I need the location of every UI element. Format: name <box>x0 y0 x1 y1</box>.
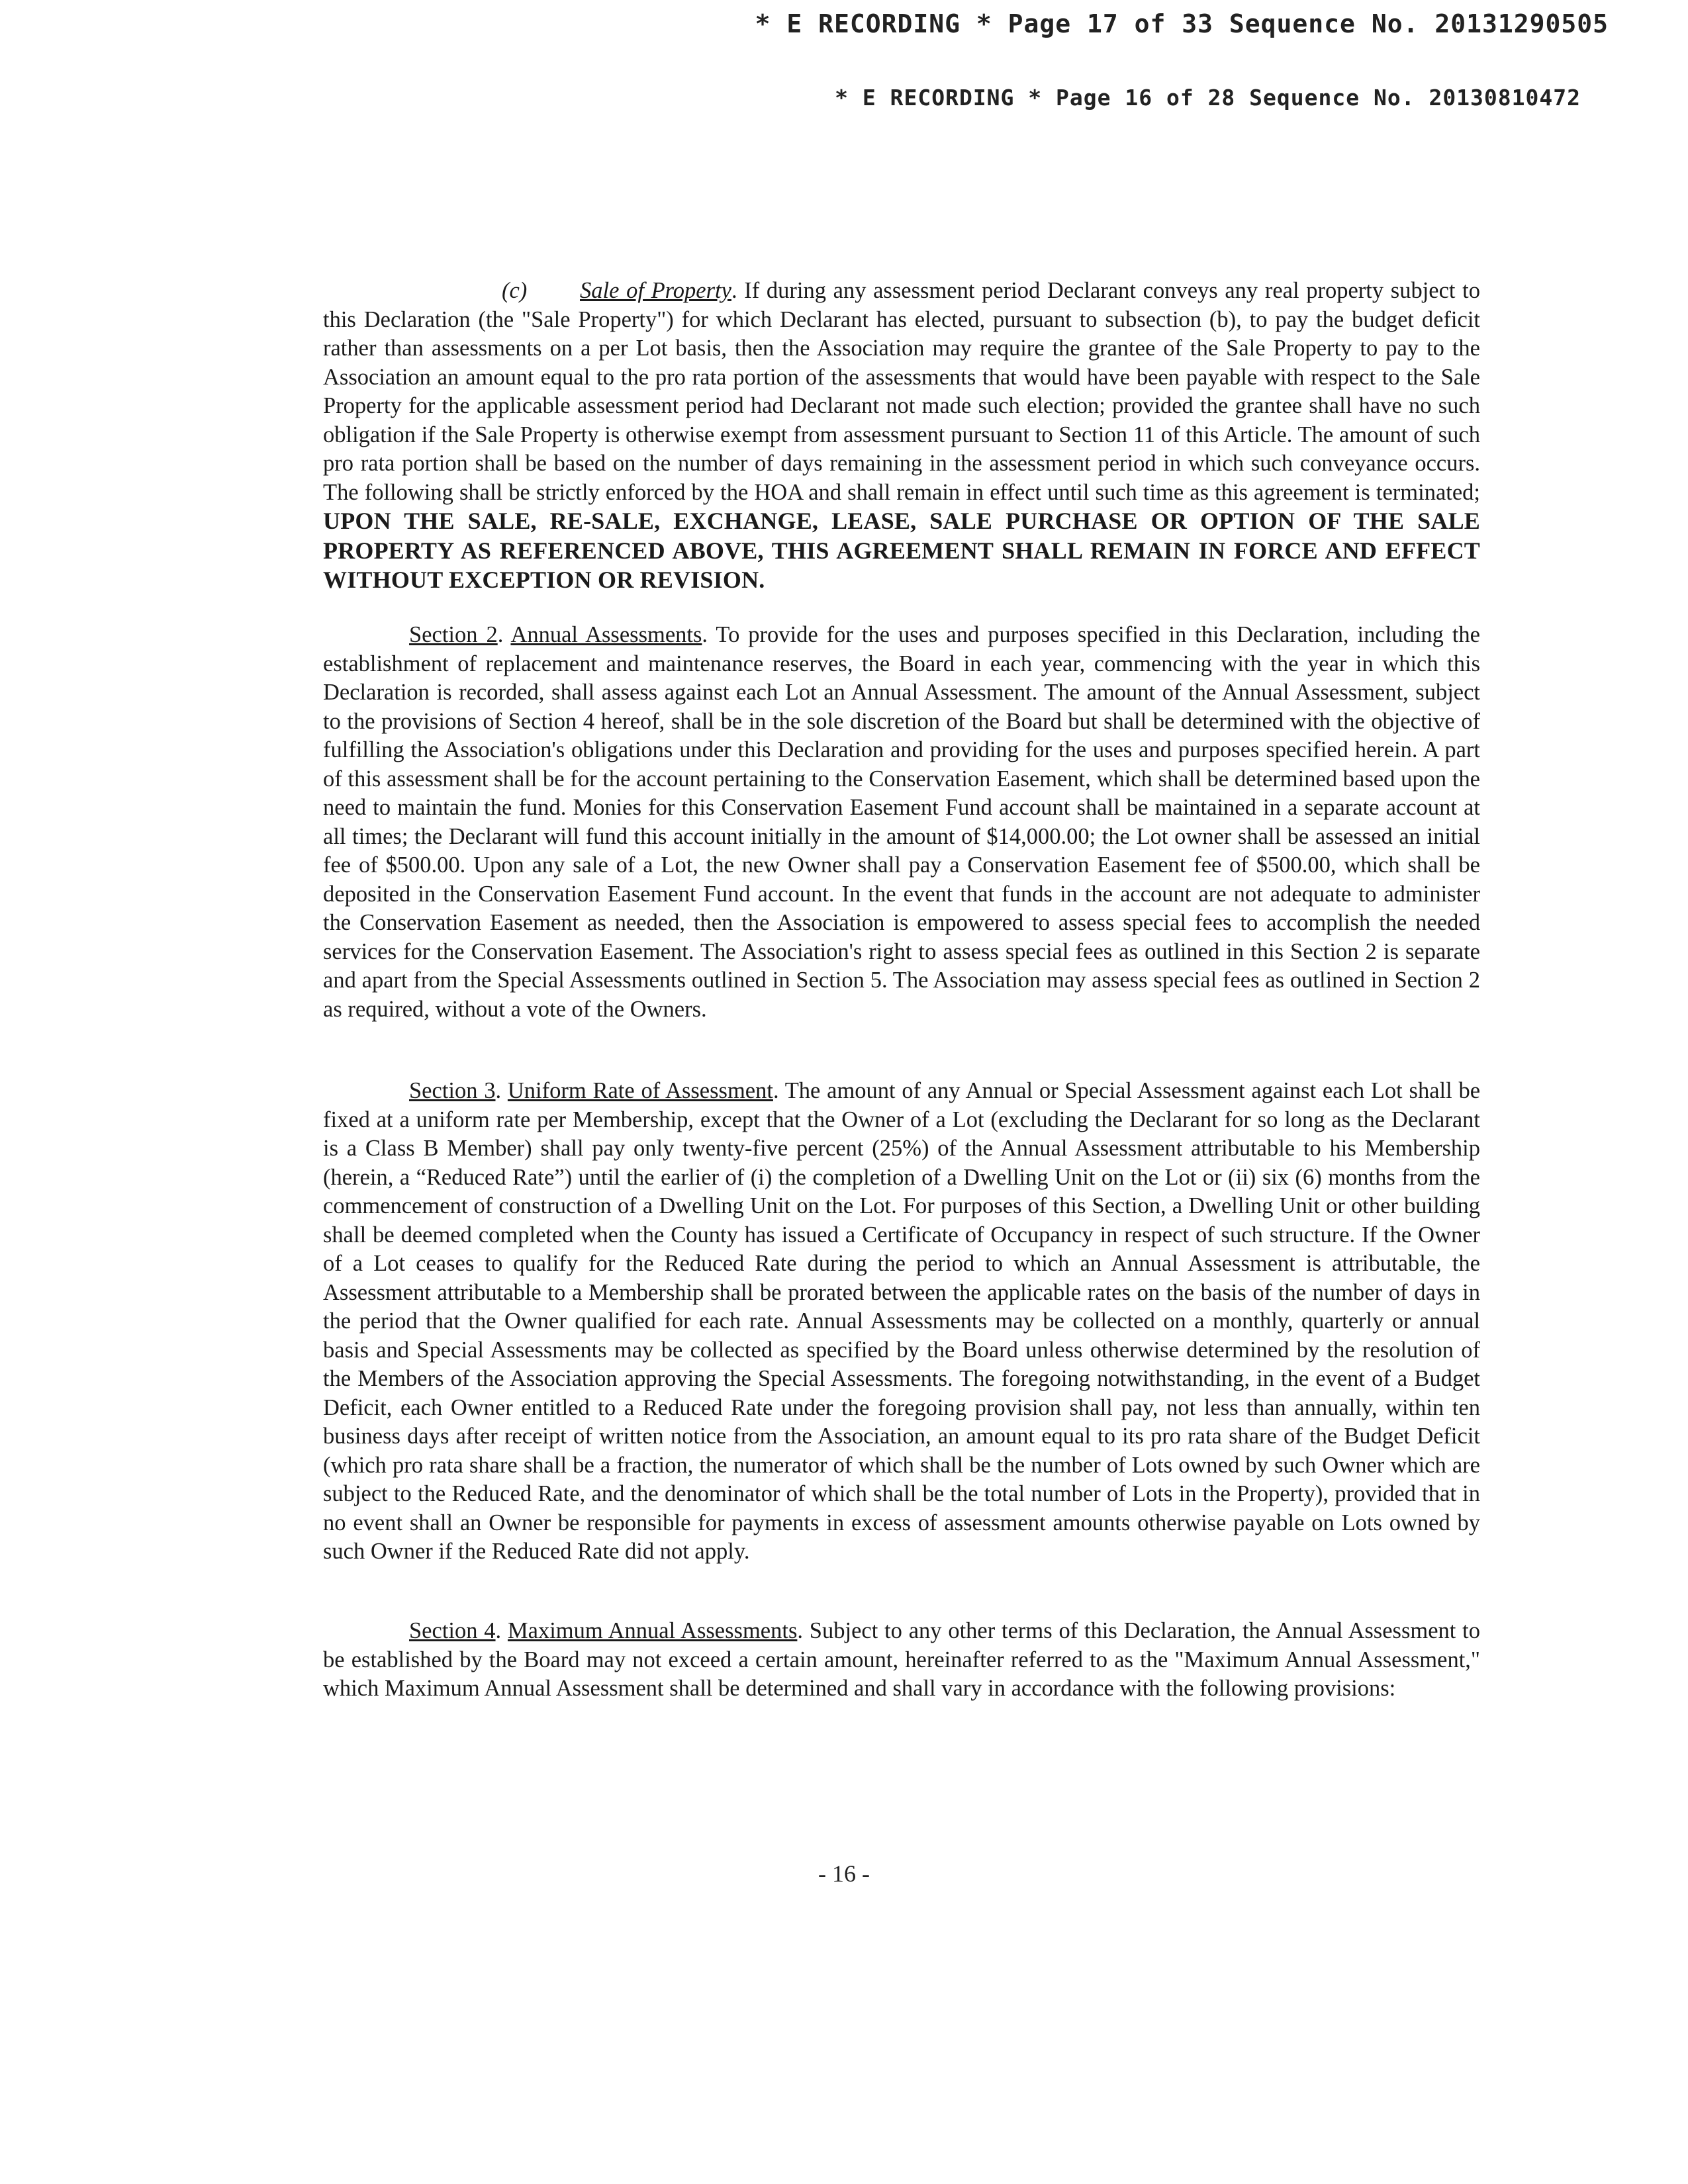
section-text: . To provide for the uses and purposes specified in this Declaration, including the establishment of replacement and maintenance reserves, the Board in each year, commencing with the year in which this Declaration is recorded, shall assess against each Lot an Annual Assessment. The amount of the Annual Assessment, subject to the provisions of Section 4 hereof, shall be in the sole discretion of the Board but shall be determined with the objective of fulfilling the Association's obligations under this Declaration and providing for the uses and purposes specified herein. A part of this assessment shall be for the account pertaining to the Conservation Easement, which shall be determined based upon the need to maintain the fund. Monies for this Conservation Easement Fund account shall be maintained in a separate account at all times; the Declarant will fund this account initially in the amount of $14,000.00; the Lot owner shall be assessed an initial fee of $500.00. Upon any sale of a Lot, the new Owner shall pay a Conservation Easement fee of $500.00, which shall be deposited in the Conservation Easement Fund account. In the event that funds in the account are not adequate to administer the Conservation Easement as needed, then the Association is empowered to assess special fees to accomplish the needed services for the Conservation Easement. The Association's right to assess special fees as outlined in this Section 2 is separate and apart from the Special Assessments outlined in Section 5. The Association may assess special fees as outlined in Section 2 as required, without a vote of the Owners. <box>323 622 1480 1022</box>
section-title: Annual Assessments <box>510 622 702 647</box>
subsection-label: (c) <box>502 278 528 303</box>
paragraph-section-4: Section 4. Maximum Annual Assessments. Subject to any other terms of this Declaration, the Annual Assessment to be established by the Board may not exceed a certain amount, hereinafter referred to as the "Maximum Annual Assessment," which Maximum Annual Assessment shall be determined and shall vary in accordance with the following provisions: <box>323 1618 1480 1701</box>
recording-stamp-current: * E RECORDING * Page 17 of 33 Sequence No. 20131290505 <box>755 9 1609 38</box>
section-text: . The amount of any Annual or Special Assessment against each Lot shall be fixed at a uniform rate per Membership, except that the Owner of a Lot (excluding the Declarant for so long as the Declarant is a Class B Member) shall pay only twenty-five percent (25%) of the Annual Assessment attributable to his Membership (herein, a “Reduced Rate”) until the earlier of (i) the completion of a Dwelling Unit on the Lot or (ii) six (6) months from the commencement of construction of a Dwelling Unit on the Lot. For purposes of this Section, a Dwelling Unit or other building shall be deemed completed when the County has issued a Certificate of Occupancy in respect of such structure. If the Owner of a Lot ceases to qualify for the Reduced Rate during the period to which an Annual Assessment is attributable, the Assessment attributable to a Membership shall be prorated between the applicable rates on the basis of the number of days in the period that the Owner qualified for each rate. Annual Assessments may be collected on a monthly, quarterly or annual basis and Special Assessments may be collected as specified by the Board unless otherwise determined by the resolution of the Members of the Association approving the Special Assessments. The foregoing notwithstanding, in the event of a Budget Deficit, each Owner entitled to a Reduced Rate under the foregoing provision shall pay, not less than annually, within ten business days after receipt of written notice from the Association, an amount equal to its pro rata share of the Budget Deficit (which pro rata share shall be a fraction, the numerator of which shall be the number of Lots owned by such Owner which are subject to the Reduced Rate, and the denominator of which shall be the total number of Lots in the Property), provided that in no event shall an Owner be responsible for payments in excess of assessment amounts otherwise payable on Lots owned by such Owner if the Reduced Rate did not apply. <box>323 1078 1481 1564</box>
paragraph-sale-of-property <box>323 277 1480 596</box>
subsection-heading: Sale of Property <box>580 278 731 303</box>
subsection-text: . If during any assessment period Declarant conveys any real property subject to this Declaration (the "Sale Property") for which Declarant has elected, pursuant to subsection (b), to pay the budget deficit rather than assessments on a per Lot basis, then the Association may require the grantee of the Sale Property to pay to the Association an amount equal to the pro rata portion of the assessments that would have been payable with respect to the Sale Property for the applicable assessment period had Declarant not made such election; provided the grantee shall have no such obligation if the Sale Property is otherwise exempt from assessment pursuant to Section 11 of this Article. The amount of such pro rata portion shall be based on the number of days remaining in the assessment period in which such conveyance occurs. The following shall be strictly enforced by the HOA and shall remain in effect until such time as this agreement is terminated; <box>323 278 1480 505</box>
paragraph-section-3: Section 3. Uniform Rate of Assessment. The amount of any Annual or Special Assessment against each Lot shall be fixed at a uniform rate per Membership, except that the Owner of a Lot (excluding the Declarant for so long as the Declarant is a Class B Member) shall pay only twenty-five percent (25%) of the Annual Assessment attributable to his Membership (herein, a “Reduced Rate”) until the earlier of (i) the completion of a Dwelling Unit on the Lot or (ii) six (6) months from the commencement of construction of a Dwelling Unit on the Lot. For purposes of this Section, a Dwelling Unit or other building shall be deemed completed when the County has issued a Certificate of Occupancy in respect of such structure. If the Owner of a Lot ceases to qualify for the Reduced Rate during the period to which an Annual Assessment is attributable, the Assessment attributable to a Membership shall be prorated between the applicable rates on the basis of the number of days in the period that the Owner qualified for each rate. Annual Assessments may be collected on a monthly, quarterly or annual basis and Special Assessments may be collected as specified by the Board unless otherwise determined by the resolution of the Members of the Association approving the Special Assessments. The foregoing notwithstanding, in the event of a Budget Deficit, each Owner entitled to a Reduced Rate under the foregoing provision shall pay, not less than annually, within ten business days after receipt of written notice from the Association, an amount equal to its pro rata share of the Budget Deficit (which pro rata share shall be a fraction, the numerator of which shall be the number of Lots owned by such Owner which are subject to the Reduced Rate, and the denominator of which shall be the total number of Lots in the Property), provided that in no event shall an Owner be responsible for payments in excess of assessment amounts otherwise payable on Lots owned by such Owner if the Reduced Rate did not apply. <box>323 1078 1481 1564</box>
section-title: Maximum Annual Assessments <box>507 1618 798 1643</box>
section-number: Section 2 <box>409 622 498 647</box>
section-title: Uniform Rate of Assessment <box>507 1078 773 1103</box>
section-text: . Subject to any other terms of this Declaration, the Annual Assessment to be established by the Board may not exceed a certain amount, hereinafter referred to as the "Maximum Annual Assessment," which Maximum Annual Assessment shall be determined and shall vary in accordance with the following provisions: <box>323 1618 1480 1701</box>
paragraph-section-2: Section 2. Annual Assessments. To provide for the uses and purposes specified in this Declaration, including the establishment of replacement and maintenance reserves, the Board in each year, commencing with the year in which this Declaration is recorded, shall assess against each Lot an Annual Assessment. The amount of the Annual Assessment, subject to the provisions of Section 4 hereof, shall be in the sole discretion of the Board but shall be determined with the objective of fulfilling the Association's obligations under this Declaration and providing for the uses and purposes specified herein. A part of this assessment shall be for the account pertaining to the Conservation Easement, which shall be determined based upon the need to maintain the fund. Monies for this Conservation Easement Fund account shall be maintained in a separate account at all times; the Declarant will fund this account initially in the amount of $14,000.00; the Lot owner shall be assessed an initial fee of $500.00. Upon any sale of a Lot, the new Owner shall pay a Conservation Easement fee of $500.00, which shall be deposited in the Conservation Easement Fund account. In the event that funds in the account are not adequate to administer the Conservation Easement as needed, then the Association is empowered to assess special fees to accomplish the needed services for the Conservation Easement. The Association's right to assess special fees as outlined in this Section 2 is separate and apart from the Special Assessments outlined in Section 5. The Association may assess special fees as outlined in Section 2 as required, without a vote of the Owners. <box>323 622 1480 1022</box>
section-number: Section 4 <box>409 1618 496 1643</box>
page-number: - 16 - <box>818 1860 870 1887</box>
recording-stamp-previous: * E RECORDING * Page 16 of 28 Sequence No. 20130810472 <box>835 85 1581 111</box>
subsection-caps-text: UPON THE SALE, RE-SALE, EXCHANGE, LEASE, SALE PURCHASE OR OPTION OF THE SALE PROPERTY AS REFERENCED ABOVE, THIS AGREEMENT SHALL REMAIN IN FORCE AND EFFECT WITHOUT EXCEPTION OR REVISION. <box>323 508 1480 593</box>
section-number: Section 3 <box>409 1078 496 1103</box>
